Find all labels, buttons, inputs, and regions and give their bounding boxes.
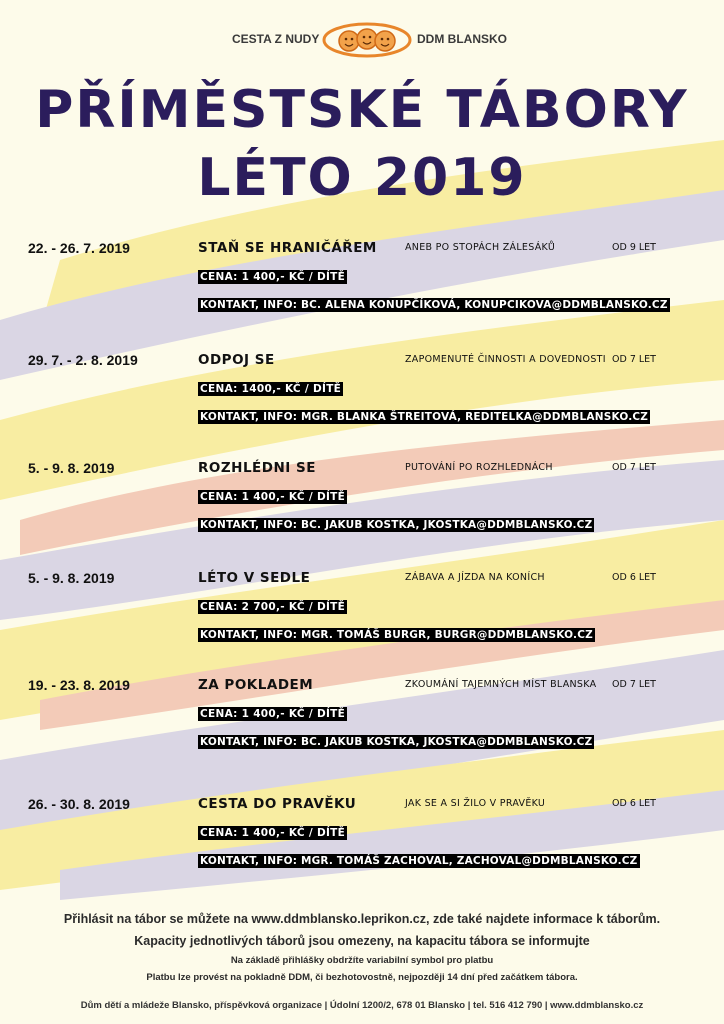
camp-price: CENA: 1 400,- KČ / DÍTĚ — [200, 827, 346, 839]
camp-date: 19. - 23. 8. 2019 — [28, 677, 130, 693]
organization-name: DDM BLANSKO — [417, 32, 507, 46]
camp-price: CENA: 2 700,- KČ / DÍTĚ — [200, 601, 346, 613]
camp-description: ZAPOMENUTÉ ČINNOSTI A DOVEDNOSTI — [405, 354, 606, 365]
camp-age: OD 6 LET — [612, 798, 656, 809]
camp-price: CENA: 1400,- KČ / DÍTĚ — [200, 383, 342, 395]
camp-description: JAK SE A SI ŽILO V PRAVĚKU — [405, 798, 546, 809]
camp-name: STAŇ SE HRANIČÁŘEM — [198, 240, 377, 256]
camp-age: OD 6 LET — [612, 572, 656, 583]
poster-subtitle-year: LÉTO 2019 — [197, 148, 527, 208]
camp-entry — [0, 352, 724, 452]
camp-contact: KONTAKT, INFO: MGR. BLANKA ŠTREITOVÁ, REDITELKA@DDMBLANSKO.CZ — [200, 411, 649, 423]
slogan-text: CESTA Z NUDY — [232, 32, 320, 46]
payment-info: Platbu lze provést na pokladně DDM, či bezhotovostně, nejpozději 14 dní před začátkem tábora. — [146, 972, 578, 983]
camp-description: ZKOUMÁNÍ TAJEMNÝCH MÍST BLANSKA — [405, 679, 597, 690]
camp-name: CESTA DO PRAVĚKU — [198, 796, 357, 812]
camp-name: ZA POKLADEM — [198, 677, 314, 693]
camp-entry — [0, 460, 724, 560]
camp-description: PUTOVÁNÍ PO ROZHLEDNÁCH — [405, 462, 553, 473]
camp-age: OD 9 LET — [612, 242, 656, 253]
camp-contact: KONTAKT, INFO: BC. JAKUB KOSTKA, JKOSTKA@DDMBLANSKO.CZ — [200, 736, 593, 748]
header — [0, 22, 724, 62]
camp-date: 5. - 9. 8. 2019 — [28, 570, 115, 586]
camp-entry — [0, 570, 724, 670]
camp-contact: KONTAKT, INFO: BC. JAKUB KOSTKA, JKOSTKA@DDMBLANSKO.CZ — [200, 519, 593, 531]
camp-age: OD 7 LET — [612, 679, 656, 690]
camp-entry — [0, 677, 724, 777]
camp-price: CENA: 1 400,- KČ / DÍTĚ — [200, 708, 346, 720]
camp-price: CENA: 1 400,- KČ / DÍTĚ — [200, 271, 346, 283]
camp-description: ZÁBAVA A JÍZDA NA KONÍCH — [405, 572, 545, 583]
camp-age: OD 7 LET — [612, 354, 656, 365]
camp-date: 26. - 30. 8. 2019 — [28, 796, 130, 812]
capacity-info: Kapacity jednotlivých táborů jsou omezeny, na kapacitu tábora se informujte — [134, 934, 590, 948]
camp-contact: KONTAKT, INFO: BC. ALENA KONUPČÍKOVÁ, KONUPCIKOVA@DDMBLANSKO.CZ — [200, 299, 668, 311]
camp-description: ANEB PO STOPÁCH ZÁLESÁKŮ — [405, 242, 556, 253]
camp-date: 22. - 26. 7. 2019 — [28, 240, 130, 256]
camp-date: 5. - 9. 8. 2019 — [28, 460, 115, 476]
camp-contact: KONTAKT, INFO: MGR. TOMÁŠ ZACHOVAL, ZACHOVAL@DDMBLANSKO.CZ — [200, 855, 638, 867]
camp-name: LÉTO V SEDLE — [198, 570, 311, 586]
ddm-faces-logo-icon — [322, 22, 412, 58]
camp-age: OD 7 LET — [612, 462, 656, 473]
camp-entry — [0, 240, 724, 340]
registration-info: Přihlásit na tábor se můžete na www.ddmblansko.leprikon.cz, zde také najdete informace k táborům. — [63, 912, 661, 926]
camp-name: ODPOJ SE — [198, 352, 275, 368]
poster-title: PŘÍMĚSTSKÉ TÁBORY — [35, 80, 689, 140]
camp-contact: KONTAKT, INFO: MGR. TOMÁŠ BURGR, BURGR@DDMBLANSKO.CZ — [200, 629, 593, 641]
camp-name: ROZHLÉDNI SE — [198, 460, 316, 476]
camp-entry — [0, 796, 724, 896]
organization-address: Dům dětí a mládeže Blansko, příspěvková organizace | Údolní 1200/2, 678 01 Blansko | tel. 516 412 790 | www.ddmblansko.cz — [80, 1000, 644, 1011]
camp-price: CENA: 1 400,- KČ / DÍTĚ — [200, 491, 346, 503]
camp-date: 29. 7. - 2. 8. 2019 — [28, 352, 138, 368]
payment-symbol-info: Na základě přihlášky obdržíte variabilní symbol pro platbu — [230, 955, 494, 966]
